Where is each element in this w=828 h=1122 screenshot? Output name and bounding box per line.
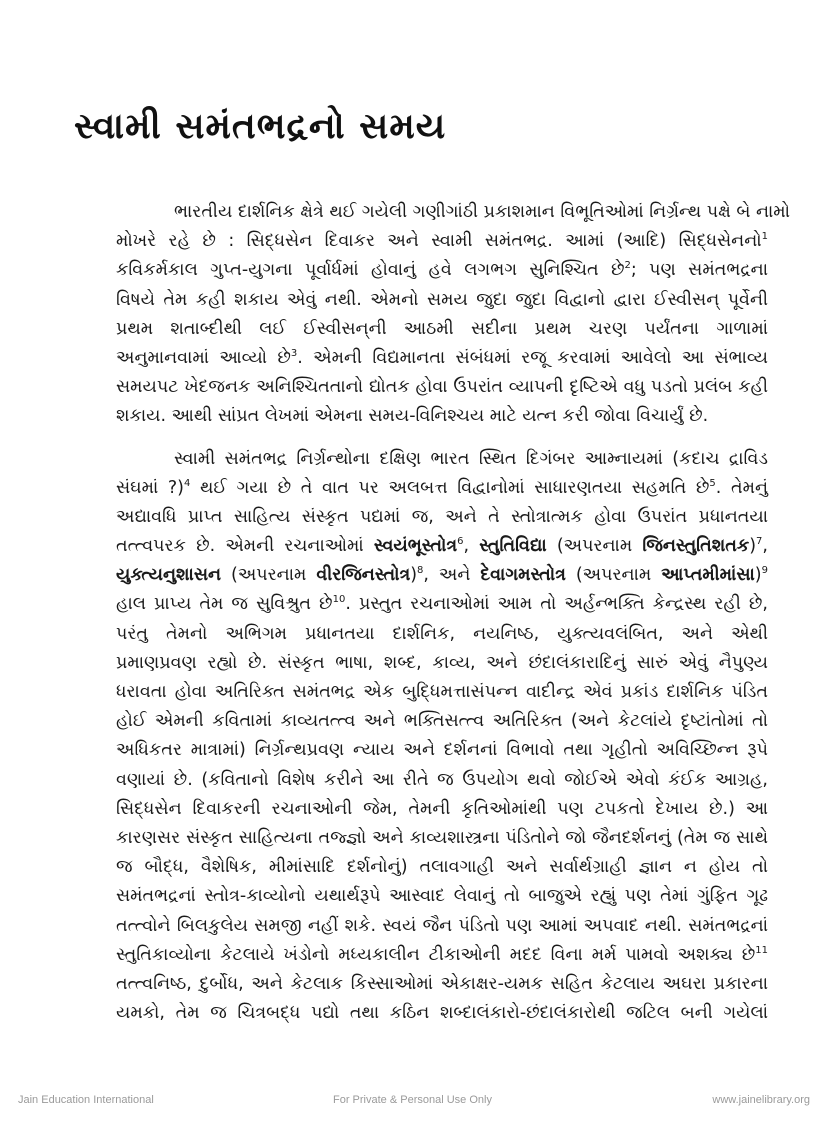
text-line: સ્તુતિકાવ્યોના કેટલાયે ખંડોનો મધ્યકાલીન ટીકાઓની મદદ વિના મર્મ પામવો અશક્ય છે$^{11}$ <box>116 944 768 965</box>
text-line: પરંતુ તેમનો અભિગમ પ્રધાનતયા દાર્શનિક, નયનિષ્ઠ, યુક્ત્યવલંબિત, અને એથી <box>116 623 768 644</box>
work-title: વીરજિનસ્તોત્ર <box>316 565 411 586</box>
text-line: પ્રમાણપ્રવણ રહ્યો છે. સંસ્કૃત ભાષા, શબ્દ, કાવ્ય, અને છંદાલંકારાદિનું સારું એવું નૈપુણ્ય <box>116 652 768 673</box>
text-line: પ્રથમ શતાબ્દીથી લઈ ઈસ્વીસન્‌ની આઠમી સદીના પ્રથમ ચરણ પર્યંતના ગાળામાં <box>116 318 768 339</box>
text-line: તત્ત્વનિષ્ઠ, દુર્બોધ, અને કેટલાક કિસ્સાઓમાં એકાક્ષર-યમક સહિત કેટલાય અઘરા પ્રકારના <box>116 973 768 994</box>
footer-publisher: Jain Education International <box>18 1094 154 1106</box>
footnote-marker[interactable]: 8 <box>417 565 424 577</box>
work-title: દેવાગમસ્તોત્ર <box>480 565 566 586</box>
text-line: કવિકર્મકાલ ગુપ્ત-યુગના પૂર્વાર્ધમાં હોવાનું હવે લગભગ સુનિશ્ચિત છે$^2$; પણ સમંતભદ્રના <box>116 260 768 281</box>
text-line: સમયપટ ખેદજનક અનિશ્ચિતતાનો દ્યોતક હોવા ઉપરાંત વ્યાપની દૃષ્ટિએ વધુ પડતો પ્રલંબ કહી <box>116 377 768 398</box>
work-title: યુક્ત્યનુશાસન <box>116 565 222 586</box>
text-line: સંઘમાં ?)$^4$ થઈ ગયા છે તે વાત પર અલબત્ત વિદ્વાનોમાં સાધારણતયા સહમતિ છે$^5$. તેમનું <box>116 477 768 498</box>
text-line: તત્ત્વપરક છે. એમની રચનાઓમાં સ્વયંભૂસ્તોત્ર$^6$, સ્તુતિવિદ્યા (અપરનામ જિનસ્તુતિશતક)$^7$, <box>116 536 768 557</box>
work-title: સ્તુતિવિદ્યા <box>479 536 547 557</box>
footer-usage-note: For Private & Personal Use Only <box>333 1094 492 1106</box>
text-line: શકાય. આથી સાંપ્રત લેખમાં એમના સમય-વિનિશ્ચય માટે યત્ન કરી જોવા વિચાર્યું છે. <box>116 406 709 427</box>
text-line: સ્વામી સમંતભદ્ર નિર્ગ્રન્થોના દક્ષિણ ભારત સ્થિત દિગંબર આમ્નાયમાં (કદાચ દ્રાવિડ <box>174 448 768 469</box>
text-line: તત્ત્વોને બિલકુલેય સમજી નહીં શકે. સ્વયં જૈન પંડિતો પણ આમાં અપવાદ નથી. સમંતભદ્રનાં <box>116 915 768 936</box>
text-line: યમકો, તેમ જ ચિત્રબદ્ધ પદ્યો તથા કઠિન શબ્દાલંકારો-છંદાલંકારોથી જટિલ બની ગયેલાં <box>116 1003 768 1024</box>
text-line: વિષયે તેમ કહી શકાય એવું નથી. એમનો સમય જુદા જુદા વિદ્વાનો દ્વારા ઈસ્વીસન્ પૂર્વેની <box>116 289 768 310</box>
work-title: જિનસ્તુતિશતક <box>642 536 750 557</box>
work-title: આપ્તમીમાંસા <box>661 565 755 586</box>
footer-website-link[interactable]: www.jainelibrary.org <box>712 1094 810 1106</box>
paragraph-gap <box>116 432 768 445</box>
text-line: સમંતભદ્રનાં સ્તોત્ર-કાવ્યોનો યથાર્થરૂપે આસ્વાદ લેવાનું તો બાજુએ રહ્યું પણ તેમાં ગુંફિત ગૂઢ <box>116 886 768 907</box>
page-footer <box>0 1090 828 1110</box>
footnote-marker[interactable]: 7 <box>756 536 763 548</box>
text-line: અધિકતર માત્રામાં) નિર્ગ્રન્થપ્રવણ ન્યાય અને દર્શનનાં વિભાવો તથા ગૃહીતો અવિચ્છિન્ન રૂપે <box>116 740 768 761</box>
text-line: અદ્યાવધિ પ્રાપ્ત સાહિત્ય સંસ્કૃત પદ્યમાં જ, અને તે સ્તોત્રાત્મક હોવા ઉપરાંત પ્રધાનતયા <box>116 506 768 527</box>
text-line: અનુમાનવામાં આવ્યો છે$^3$. એમની વિદ્યમાનતા સંબંધમાં રજૂ કરવામાં આવેલો આ સંભાવ્ય <box>116 347 768 368</box>
footnote-marker[interactable]: 1 <box>761 231 768 243</box>
work-title: સ્વયંભૂસ્તોત્ર <box>373 536 458 557</box>
text-line: સિદ્ધસેન દિવાકરની રચનાઓની જેમ, તેમની કૃતિઓમાંથી પણ ટપકતો દેખાય છે.) આ <box>116 798 768 819</box>
footnote-marker[interactable]: 4 <box>184 477 191 489</box>
text-line: મોખરે રહે છે : સિદ્ધસેન દિવાકર અને સ્વામી સમંતભદ્ર. આમાં (આદિ) સિદ્ધસેનનો$^1$ <box>116 231 768 252</box>
text-line: હાલ પ્રાપ્ય તેમ જ સુવિશ્રુત છે$^{10}$. પ્રસ્તુત રચનાઓમાં આમ તો અર્હન્ભક્તિ કેન્દ્રસ્થ રહી છે, <box>116 594 768 615</box>
footnote-marker[interactable]: 5 <box>709 477 716 489</box>
footnote-marker[interactable]: 9 <box>761 565 768 577</box>
text-line: જ બૌદ્ધ, વૈશેષિક, મીમાંસાદિ દર્શનોનું) તલાવગાહી અને સર્વાર્થગ્રાહી જ્ઞાન ન હોય તો <box>116 857 768 878</box>
text-line: ધરાવતા હોવા અતિરિક્ત સમંતભદ્ર એક બુદ્ધિમત્તાસંપન્ન વાદીન્દ્ર એવં પ્રકાંડ દાર્શનિક પંડિત <box>116 682 768 702</box>
page-title: સ્વામી સમંતભદ્રનો સમય <box>74 106 447 147</box>
article-body <box>116 198 791 1028</box>
text-line: કારણસર સંસ્કૃત સાહિત્યના તજ્જ્ઞો અને કાવ્યશાસ્ત્રના પંડિતોને જો જૈનદર્શનનું (તેમ જ સાથે <box>116 827 768 848</box>
footnote-marker[interactable]: 3 <box>290 348 298 360</box>
paragraph-1 <box>116 198 791 432</box>
text-line: યુક્ત્યનુશાસન (અપરનામ વીરજિનસ્તોત્ર)$^8$, અને દેવાગમસ્તોત્ર (અપરનામ આપ્તમીમાંસા)$^9$ <box>116 565 768 586</box>
text-line: હોઈ એમની કવિતામાં કાવ્યતત્ત્વ અને ભક્તિસત્ત્વ અતિરિક્ત (અને કેટલાંયે દૃષ્ટાંતોમાં તો <box>116 711 768 732</box>
paragraph-2 <box>116 445 768 1029</box>
footnote-marker[interactable]: 11 <box>755 944 768 956</box>
text-line: ભારતીય દાર્શનિક ક્ષેત્રે થઈ ગયેલી ગણીગાંઠી પ્રકાશમાન વિભૂતિઓમાં નિર્ગ્રન્થ પક્ષે બે નામો <box>174 202 791 222</box>
text-line: વણાયાં છે. (કવિતાનો વિશેષ કરીને આ રીતે જ ઉપયોગ થવો જોઈએ એવો કંઈક આગ્રહ, <box>116 769 768 790</box>
footnote-marker[interactable]: 10 <box>332 594 346 606</box>
footnote-marker[interactable]: 2 <box>624 260 631 272</box>
footnote-marker[interactable]: 6 <box>457 536 464 548</box>
